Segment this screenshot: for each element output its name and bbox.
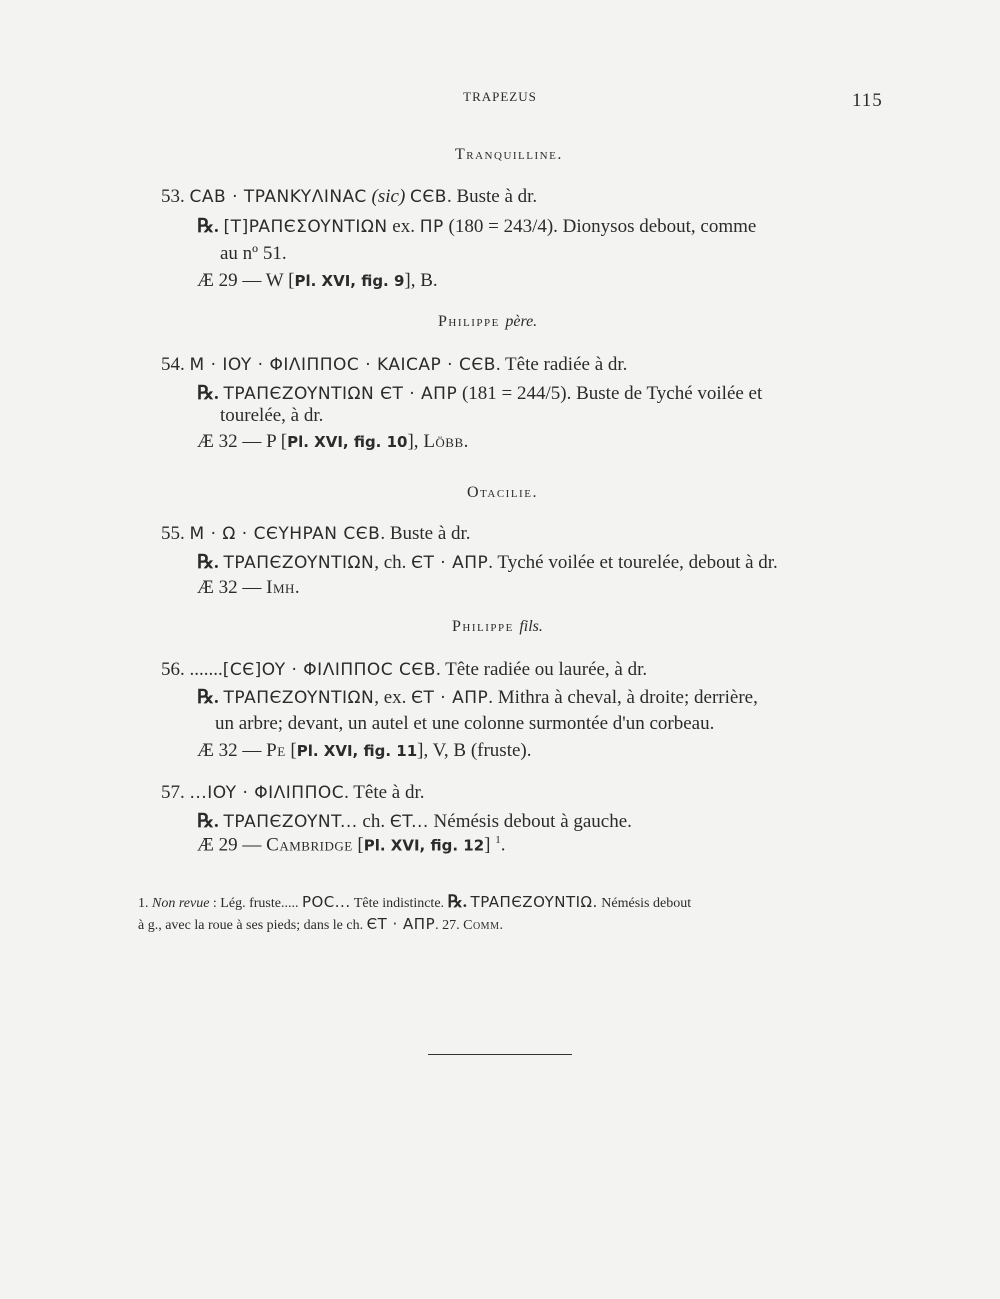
reverse-mark: ℞. [197,811,219,832]
obverse-legend: M · Ω · CЄYHPAN CЄB [189,524,381,544]
entry-number: 57. [161,782,185,803]
entry-number: 56. [161,659,185,680]
reverse-mark: ℞. [197,687,219,708]
entry-55-line-1: 55. M · Ω · CЄYHPAN CЄB. Buste à dr. [161,523,471,544]
obverse-legend: [CЄ]OY · ΦIΛIΠΠOC CЄB [222,660,436,680]
reverse-legend: [T]PAΠЄΣOYNTIΩN [223,217,388,237]
reverse-legend: TPAΠЄZOYNTIΩN [223,688,375,708]
entry-54-line-4: Æ 32 — P [Pl. XVI, fig. 10], Löbb. [197,431,469,452]
reverse-legend: TPAΠЄZOYNTIΩN ЄT · AΠP [223,384,458,404]
footnote-line-2: à g., avec la roue à ses pieds; dans le ch. ЄT · AΠP. 27. Comm. [138,915,504,933]
entry-55-line-3: Æ 32 — Imh. [197,577,301,598]
entry-56-line-2: ℞. TPAΠЄZOYNTIΩN, ex. ЄT · AΠP. Mithra à cheval, à droite; derrière, [197,687,758,708]
entry-number: 55. [161,523,185,544]
entry-54-line-2: ℞. TPAΠЄZOYNTIΩN ЄT · AΠP (181 = 244/5). Buste de Tyché voilée et [197,383,763,404]
obverse-legend: CAB · TPANKYΛINAC [189,187,367,207]
reverse-mark: ℞. [197,552,219,573]
entry-53-line-1: 53. CAB · TPANKYΛINAC (sic) CЄB. Buste à dr. [161,186,538,207]
plate-reference: Pl. XVI, fig. 12 [363,836,485,855]
entry-56-line-4: Æ 32 — Pe [Pl. XVI, fig. 11], V, B (fruste). [197,740,532,761]
section-heading-tranquilline: Tranquilline. [455,146,563,163]
entry-54-line-1: 54. M · IOY · ΦIΛIΠΠOC · KAICAP · CЄB. Tête radiée à dr. [161,354,628,375]
section-heading-otacilie: Otacilie. [467,484,538,501]
reverse-mark: ℞. [197,383,219,404]
section-heading-philippe-pere: Philippe père. [438,313,538,330]
footnote-line-1: 1. Non revue : Lég. fruste..... POC... Tête indistincte. ℞. TPAΠЄZOYNTIΩ. Némésis debout [138,892,692,911]
entry-number: 53. [161,186,185,207]
entry-54-line-3: tourelée, à dr. [220,405,324,426]
bleed-through-text [150,340,154,356]
footnote-marker: 1 [495,834,501,846]
entry-number: 54. [161,354,185,375]
end-rule [428,1054,572,1055]
entry-57-line-3: Æ 29 — Cambridge [Pl. XVI, fig. 12] $^1$. [197,834,506,856]
plate-reference: Pl. XVI, fig. 9 [294,272,405,290]
running-header: TRAPEZUS [463,89,537,104]
reverse-legend: TPAΠЄZOYNTIΩN [223,553,375,573]
obverse-legend: M · IOY · ΦIΛIΠΠOC · KAICAP · CЄB [189,355,496,375]
plate-reference: Pl. XVI, fig. 11 [296,742,418,760]
footnote-number: 1. [138,896,149,911]
sic-note: (sic) [371,186,406,207]
entry-56-line-3: un arbre; devant, un autel et une colonne surmontée d'un corbeau. [215,713,715,734]
entry-53-line-4: Æ 29 — W [Pl. XVI, fig. 9], B. [197,270,438,291]
page-number: 115 [852,90,883,111]
entry-56-line-1: 56. .......[CЄ]OY · ΦIΛIΠΠOC CЄB. Tête radiée ou laurée, à dr. [161,659,648,680]
obverse-legend: ...IOY · ΦIΛIΠΠOC [189,783,345,803]
reverse-mark: ℞. [197,216,219,237]
entry-57-line-2: ℞. TPAΠЄZOYNT... ch. ЄT... Némésis debout à gauche. [197,811,632,832]
section-heading-philippe-fils: Philippe fils. [452,618,543,635]
entry-53-line-2: ℞. [T]PAΠЄΣOYNTIΩN ex. ΠP (180 = 243/4). Dionysos debout, comme [197,216,757,237]
entry-53-line-3: au nº 51. [220,243,287,264]
plate-reference: Pl. XVI, fig. 10 [287,433,408,451]
entry-55-line-2: ℞. TPAΠЄZOYNTIΩN, ch. ЄT · AΠP. Tyché voilée et tourelée, debout à dr. [197,552,778,573]
reverse-legend: TPAΠЄZOYNT... [223,812,358,832]
entry-57-line-1: 57. ...IOY · ΦIΛIΠΠOC. Tête à dr. [161,782,425,803]
obverse-legend-2: CЄB [410,187,447,207]
